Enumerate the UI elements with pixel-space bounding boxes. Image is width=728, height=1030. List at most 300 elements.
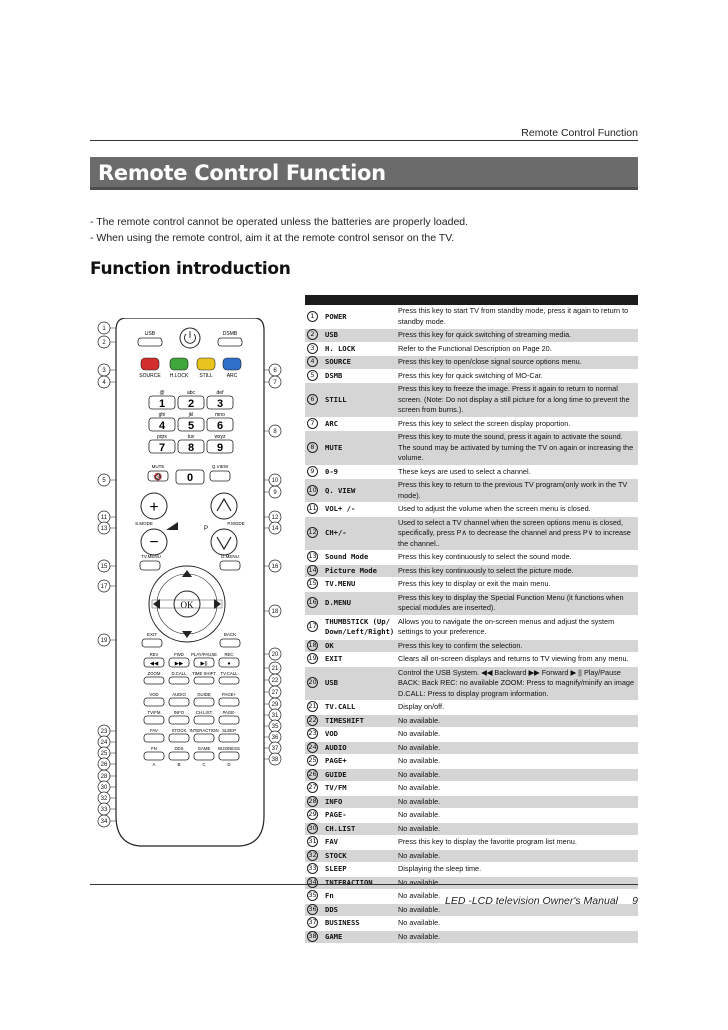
svg-text:H.LOCK: H.LOCK (169, 373, 189, 379)
svg-text:29: 29 (271, 702, 279, 709)
info-key (169, 716, 189, 724)
business-label: BUSINESS (218, 746, 240, 751)
digit-label: 1 (158, 398, 166, 410)
fn-key (144, 752, 164, 760)
row-description: No available. (398, 729, 441, 738)
svg-text:OK: OK (180, 600, 194, 610)
svg-text:🔇: 🔇 (153, 474, 163, 481)
svg-text:D.MENU: D.MENU (221, 554, 239, 559)
row-description: Displaying the sleep time. (398, 864, 482, 873)
sleep-key (219, 734, 239, 742)
svg-text:12: 12 (271, 515, 279, 522)
svg-text:SOURCE: SOURCE (139, 373, 161, 379)
row-key: Picture Mode (325, 565, 377, 575)
svg-text:38: 38 (271, 757, 279, 764)
row-number: 21 (308, 702, 317, 711)
digit-label: 3 (216, 398, 224, 410)
svg-text:0: 0 (186, 472, 194, 484)
zoom-key (144, 677, 164, 684)
dcall-label: D.CALL (171, 671, 187, 676)
table-row (305, 503, 638, 517)
chlist-key (194, 716, 214, 724)
digit-label: 9 (216, 442, 224, 454)
row-description: No available. (398, 823, 441, 833)
row-key: STOCK (325, 850, 347, 860)
table-row (305, 863, 638, 877)
row-description: Press this key to return to the previous TV program(only work in the TV mode). (398, 480, 628, 500)
table-row (305, 836, 638, 850)
row-description: These keys are used to select a channel. (398, 466, 531, 476)
row-key: TIMESHIFT (325, 715, 364, 725)
row-number: 25 (308, 756, 317, 765)
guide-label: GUIDE (197, 692, 211, 697)
tvfm-key (144, 716, 164, 724)
svg-text:22: 22 (271, 678, 279, 685)
svg-text:33: 33 (100, 807, 108, 814)
digit-label: 5 (187, 420, 195, 432)
row-description: No available. (398, 769, 441, 779)
table-row (305, 931, 638, 945)
rec-label: REC (224, 652, 234, 657)
row-key: USB (325, 330, 338, 340)
yellow-key (197, 358, 215, 370)
digit-sub-label: mno (215, 412, 225, 418)
row-number: 20 (308, 678, 317, 687)
row-key: EXIT (325, 654, 343, 664)
row-number: 32 (308, 850, 317, 859)
fwd-label: FWD (174, 652, 184, 657)
row-key: MUTE (325, 442, 343, 452)
table-row (305, 616, 638, 640)
row-number: 7 (305, 418, 321, 431)
row-number: 23 (308, 729, 317, 738)
digit-sub-label: abc (186, 390, 196, 396)
pageminus-key (219, 716, 239, 724)
table-row (305, 782, 638, 796)
fwd-icon: ▶▶ (174, 661, 184, 667)
table-row (305, 769, 638, 783)
row-description: Press this key to select the screen display proportion. (398, 418, 571, 428)
row-description: No available. (398, 918, 441, 927)
table-row (305, 715, 638, 729)
rev-icon: ◀◀ (149, 661, 159, 667)
svg-text:21: 21 (271, 666, 279, 673)
row-description: Press this key to mute the sound, press it again to activate the sound. The sound may be activated by turning the TV on again or increasing the volume. (398, 432, 634, 462)
pageplus-label: PAGE+ (221, 692, 237, 697)
row-description: No available. (398, 904, 441, 914)
notes (90, 214, 468, 246)
row-description: No available. (398, 796, 441, 806)
row-key: USB (325, 678, 338, 688)
row-description: No available. (398, 850, 441, 860)
digit-label: 7 (158, 442, 166, 454)
row-description: Refer to the Functional Description on Page 20. (398, 343, 552, 353)
stock-key (169, 734, 189, 742)
svg-text:26: 26 (100, 762, 108, 769)
table-row (305, 370, 638, 384)
tvfm-label: TV/FM (147, 710, 161, 715)
table-row (305, 796, 638, 810)
note-batteries: - The remote control cannot be operated unless the batteries are properly loaded. (90, 216, 469, 228)
svg-text:EXIT: EXIT (146, 632, 158, 637)
stock-label: STOCK (171, 728, 187, 733)
interaction-key (194, 734, 214, 742)
game-label: GAME (197, 746, 211, 751)
row-key: SLEEP (325, 864, 347, 874)
table-row (305, 667, 638, 702)
row-number: 24 (308, 742, 317, 751)
tvcall-key (219, 677, 239, 684)
row-number: 19 (308, 654, 317, 663)
rev-label: REV (149, 652, 159, 657)
svg-text:24: 24 (100, 740, 108, 747)
dsmb-key (218, 338, 242, 346)
audio-key (169, 698, 189, 706)
c-key-label: C (202, 762, 206, 767)
remote-svg (96, 318, 284, 848)
table-row (305, 517, 638, 552)
pageminus-label: PAGE- (222, 710, 236, 715)
row-number: 12 (308, 528, 317, 537)
table-row (305, 728, 638, 742)
timeshift-key (194, 677, 214, 684)
dmenu-key (220, 561, 240, 570)
row-number: 31 (308, 837, 317, 846)
vod-key (144, 698, 164, 706)
row-number: 11 (308, 504, 317, 513)
row-number: 6 (305, 383, 321, 417)
svg-text:2: 2 (102, 340, 106, 347)
row-number: 15 (308, 579, 317, 588)
row-key: VOD (325, 729, 338, 739)
row-key: D.MENU (325, 598, 351, 607)
svg-text:7: 7 (273, 380, 277, 387)
bottom-rule (90, 884, 638, 885)
row-number: 30 (308, 823, 317, 832)
row-key: PAGE+ (325, 756, 347, 766)
digit-sub-label: def (216, 390, 224, 396)
row-number: 3 (305, 343, 321, 356)
row-description: Press this key to start TV from standby mode, press it again to return to standby mode. (398, 306, 629, 326)
svg-text:8: 8 (273, 429, 277, 436)
business-key (219, 752, 239, 760)
svg-text:STILL: STILL (199, 373, 213, 379)
playpause-icon: ▶|| (200, 661, 208, 667)
row-key: AUDIO (325, 742, 347, 752)
guide-key (194, 698, 214, 706)
svg-text:10: 10 (271, 478, 279, 485)
row-number: 16 (308, 598, 317, 606)
row-key: FAV (325, 837, 338, 847)
row-number: 4 (305, 356, 321, 369)
row-key: TV/FM (325, 783, 347, 793)
digit-sub-label: pqrs (157, 434, 167, 440)
green-key (170, 358, 188, 370)
svg-text:+: + (149, 499, 159, 516)
row-number: 29 (308, 810, 317, 819)
row-key: GUIDE (325, 769, 347, 779)
table-row (305, 809, 638, 823)
svg-text:Q.VIEW: Q.VIEW (211, 464, 229, 469)
row-key: Fn (325, 891, 334, 901)
row-description: No available. (398, 783, 441, 792)
table-row (305, 742, 638, 756)
fav-key (144, 734, 164, 742)
row-number: 5 (305, 370, 321, 383)
row-description: Display on/off. (398, 702, 445, 711)
svg-text:14: 14 (271, 526, 279, 533)
page-number: 9 (632, 895, 638, 907)
timeshift-label: TIME SHIFT (192, 671, 216, 676)
row-description: Press this key to open/close signal source options menu. (398, 357, 582, 366)
vod-label: VOD (149, 692, 159, 697)
row-number: 35 (308, 891, 317, 900)
row-key: Sound Mode (325, 552, 369, 562)
table-row (305, 305, 638, 329)
svg-text:34: 34 (100, 819, 108, 826)
section-heading: Function introduction (90, 259, 291, 279)
svg-text:5: 5 (102, 478, 106, 485)
row-key: THUMBSTICK (Up/ Down/Left/Right) (325, 617, 395, 636)
row-key: CH+/- (325, 528, 347, 538)
qview-key (210, 471, 230, 481)
row-key: OK (325, 640, 334, 650)
svg-text:11: 11 (100, 515, 108, 522)
row-number: 18 (308, 640, 317, 649)
table-row (305, 701, 638, 715)
fav-label: FAV (150, 728, 158, 733)
row-description: No available. (398, 742, 441, 752)
svg-text:−: − (149, 534, 159, 551)
svg-text:TV.MENU: TV.MENU (141, 554, 161, 559)
sleep-label: SLEEP (222, 728, 236, 733)
svg-text:16: 16 (271, 564, 279, 571)
svg-text:19: 19 (100, 638, 108, 645)
digit-label: 8 (187, 442, 195, 454)
svg-text:31: 31 (271, 713, 279, 720)
row-key: TV.CALL (325, 702, 356, 712)
svg-text:18: 18 (271, 609, 279, 616)
row-description: Press this key to display the favorite program list menu. (398, 837, 577, 846)
row-number: 26 (308, 769, 317, 778)
row-key: CH.LIST (325, 823, 356, 833)
row-description: No available. (398, 756, 441, 765)
row-number: 38 (308, 931, 317, 940)
table-row (305, 565, 638, 579)
svg-text:30: 30 (100, 785, 108, 792)
svg-text:20: 20 (271, 652, 279, 659)
top-rule (90, 140, 638, 141)
chlist-label: CH.LIST (195, 710, 213, 715)
row-key: SOURCE (325, 357, 351, 367)
table-row (305, 479, 638, 503)
row-description: Press this key to freeze the image. Press it again to return to normal screen. (Note: Do not display a still picture for a long time to prevent the screen from burns.). (398, 384, 630, 414)
table-row (305, 917, 638, 931)
row-description: Press this key for quick switching of MO-Car. (398, 370, 543, 380)
usb-key-label: USB (144, 331, 156, 337)
dsmb-key-label: DSMB (222, 331, 238, 337)
row-description: Press this key continuously to select the picture mode. (398, 565, 574, 575)
a-key-label: A (152, 762, 156, 767)
row-description: Press this key to confirm the selection. (398, 640, 523, 650)
svg-text:28: 28 (100, 774, 108, 781)
table-row (305, 329, 638, 343)
svg-text:9: 9 (273, 490, 277, 497)
svg-text:ARC: ARC (226, 373, 238, 379)
table-row (305, 356, 638, 370)
interaction-label: INTERACTION (189, 728, 219, 733)
svg-text:37: 37 (271, 746, 279, 753)
svg-text:6: 6 (273, 368, 277, 375)
table-row (305, 343, 638, 357)
row-description: Used to adjust the volume when the screen menu is closed. (398, 504, 591, 513)
title-banner (90, 157, 638, 190)
row-number: 34 (308, 877, 317, 886)
svg-text:1: 1 (102, 326, 106, 333)
table-row (305, 653, 638, 667)
row-key: DDS (325, 904, 338, 914)
pageplus-key (219, 698, 239, 706)
row-key: INTERACTION (325, 877, 373, 887)
zoom-label: ZOOM (147, 671, 161, 676)
svg-text:35: 35 (271, 724, 279, 731)
row-number: 37 (308, 918, 317, 927)
row-description: Control the USB System. ◀◀ Backward ▶▶ Forward ▶ || Play/Pause BACK: Back REC: no available ZOOM: Press to magnify/minify an image D.CALL: Press to display program information. (398, 667, 635, 698)
digit-label: 4 (158, 420, 166, 432)
footer-manual-title: LED -LCD television Owner's Manual (445, 895, 618, 907)
row-description: Press this key for quick switching of streaming media. (398, 330, 572, 339)
digit-sub-label: wxyz (214, 434, 226, 440)
red-key (141, 358, 159, 370)
table-header-bar (305, 295, 638, 305)
row-key: Q. VIEW (325, 485, 356, 495)
row-number: 22 (308, 715, 317, 724)
note-aim-sensor: - When using the remote control, aim it at the remote control sensor on the TV. (90, 232, 455, 244)
back-key (220, 639, 240, 647)
row-description: Clears all on-screen displays and returns to TV viewing from any menu. (398, 654, 629, 663)
row-key: INFO (325, 796, 343, 806)
row-key: PAGE- (325, 810, 347, 820)
row-number: 14 (308, 565, 317, 574)
svg-text:4: 4 (102, 380, 106, 387)
row-key: ARC (325, 418, 338, 428)
row-description: No available. (398, 891, 441, 900)
table-row (305, 823, 638, 837)
svg-text:13: 13 (100, 526, 108, 533)
row-description: Press this key to display the Special Function Menu (it functions when special modules are inserted). (398, 592, 624, 612)
svg-text:P: P (203, 526, 209, 532)
table-body (305, 305, 638, 944)
usb-key (138, 338, 162, 346)
table-row (305, 755, 638, 769)
table-row (305, 640, 638, 654)
fn-label: FN (151, 746, 157, 751)
rec-icon: ● (227, 661, 231, 667)
digit-sub-label: @ (159, 390, 165, 396)
exit-key (142, 639, 162, 647)
table-row (305, 466, 638, 480)
remote-illustration (96, 318, 284, 848)
svg-text:23: 23 (100, 729, 108, 736)
digit-label: 6 (216, 420, 224, 432)
svg-text:32: 32 (100, 796, 108, 803)
digit-label: 2 (187, 398, 195, 410)
row-number: 36 (308, 904, 317, 913)
row-key: VOL+ /- (325, 504, 356, 514)
row-description: No available. (398, 877, 441, 887)
ch-up-key (211, 493, 237, 519)
digit-sub-label: tuv (187, 434, 195, 440)
b-key-label: B (177, 762, 181, 767)
dds-key (169, 752, 189, 760)
row-key: 0-9 (325, 466, 338, 476)
row-description: Used to select a TV channel when the screen options menu is closed, specifically, press P∧ to decrease the channel and press P∨ to increase the channel.. (398, 517, 631, 548)
dcall-key (169, 677, 189, 684)
svg-text:BACK: BACK (223, 632, 237, 637)
dds-label: DDS (174, 746, 184, 751)
table-row (305, 578, 638, 592)
playpause-label: PLAY/PAUSE (190, 652, 218, 657)
function-table (305, 295, 638, 944)
row-key: STILL (325, 394, 347, 404)
row-key: DSMB (325, 370, 343, 380)
row-number: 8 (305, 431, 321, 465)
row-key: TV.MENU (325, 579, 356, 589)
table-row (305, 383, 638, 418)
row-number: 2 (305, 329, 321, 342)
svg-text:MUTE: MUTE (151, 464, 165, 469)
row-description: No available. (398, 715, 441, 725)
d-key-label: D (227, 762, 231, 767)
game-key (194, 752, 214, 760)
row-number: 9 (305, 466, 321, 479)
running-header: Remote Control Function (521, 127, 638, 139)
table-row (305, 850, 638, 864)
row-number: 13 (308, 552, 317, 561)
row-number: 33 (308, 864, 317, 873)
row-description: Press this key continuously to select the sound mode. (398, 552, 572, 561)
blue-key (223, 358, 241, 370)
row-key: GAME (325, 931, 343, 941)
row-number: 1 (305, 305, 321, 328)
digit-sub-label: ghi (158, 412, 166, 418)
table-row (305, 551, 638, 565)
row-key: H. LOCK (325, 343, 356, 353)
svg-text:S.MODE: S.MODE (135, 521, 153, 526)
row-description: Allows you to navigate the on-screen menus and adjust the system settings to your preference. (398, 616, 615, 636)
digit-sub-label: jkl (188, 412, 194, 418)
row-key: POWER (325, 311, 347, 321)
row-number: 10 (308, 485, 317, 494)
row-description: No available. (398, 810, 441, 819)
svg-text:P.MODE: P.MODE (227, 521, 245, 526)
svg-text:25: 25 (100, 751, 108, 758)
svg-text:15: 15 (100, 564, 108, 571)
svg-text:17: 17 (100, 584, 108, 591)
row-description: No available. (398, 931, 441, 941)
svg-text:36: 36 (271, 735, 279, 742)
row-description: Press this key to display or exit the main menu. (398, 579, 551, 588)
row-number: 27 (308, 783, 317, 792)
ch-down-key (211, 529, 237, 555)
table-row (305, 418, 638, 432)
info-label: INFO (173, 710, 185, 715)
table-row (305, 431, 638, 466)
table-row (305, 592, 638, 616)
row-number: 17 (308, 622, 317, 630)
tvcall-label: TV.CALL (220, 671, 238, 676)
svg-text:27: 27 (271, 690, 279, 697)
